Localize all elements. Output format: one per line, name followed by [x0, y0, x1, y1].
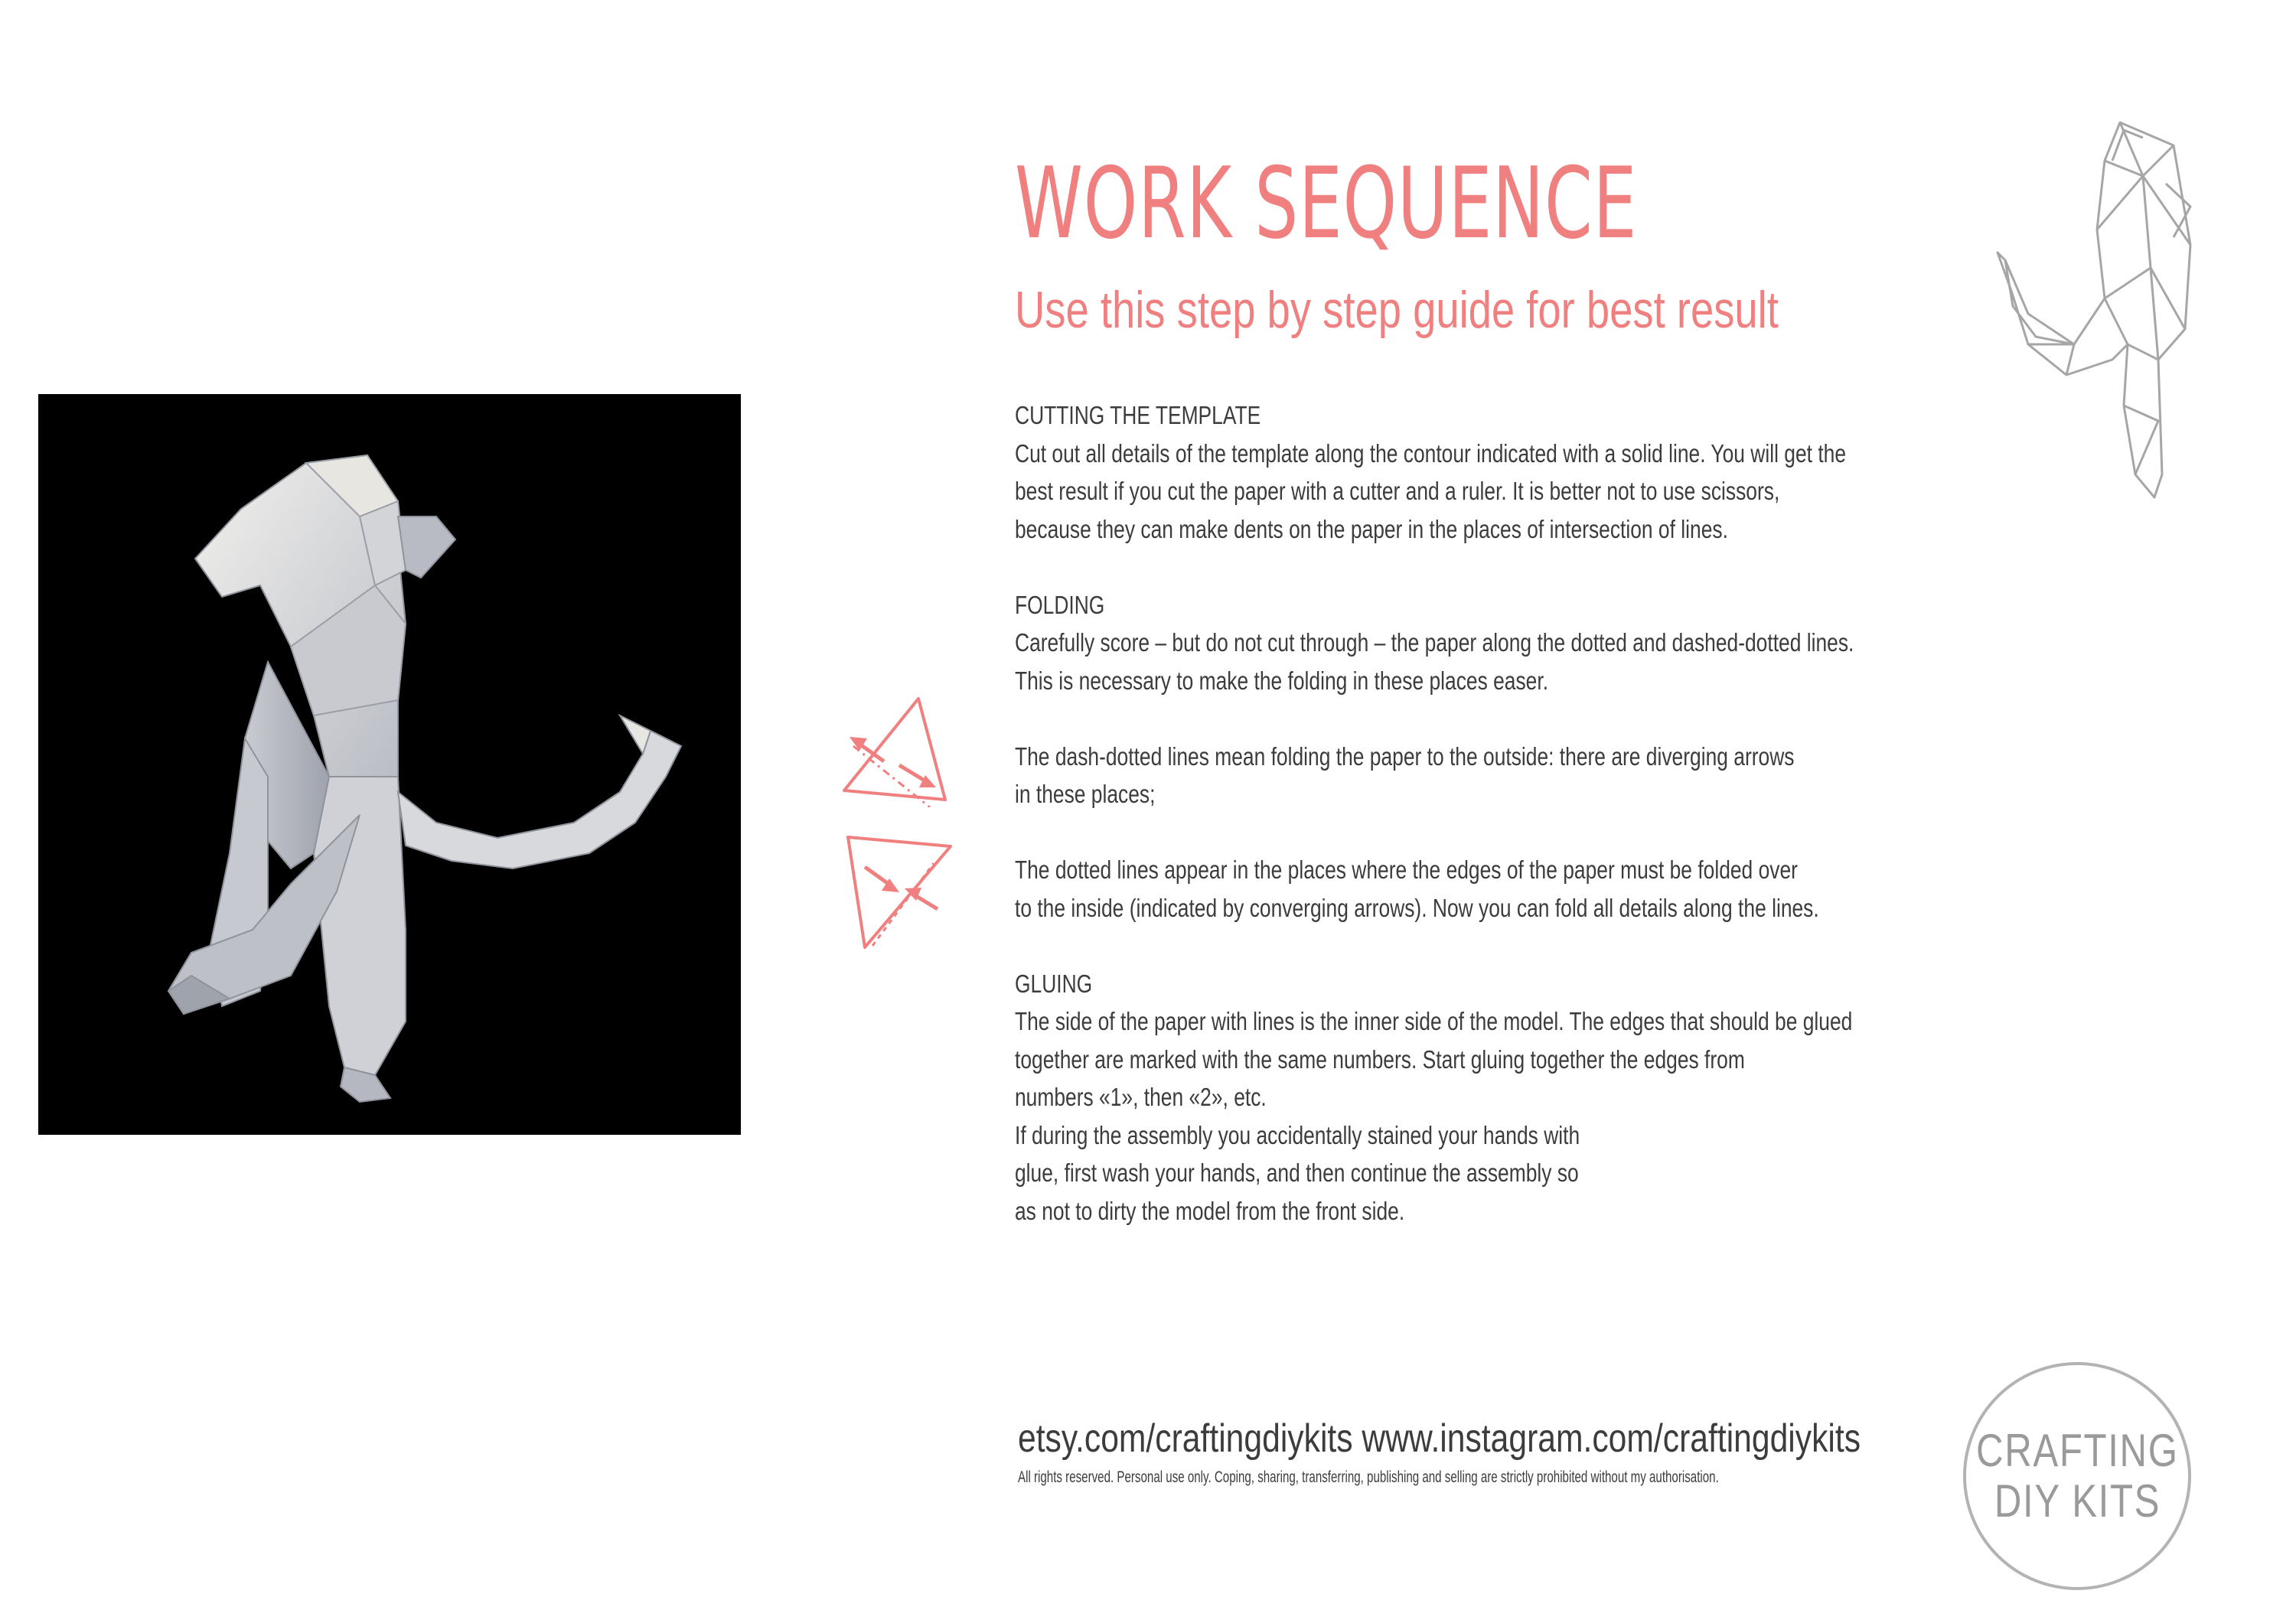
low-poly-elephant-outline-icon — [1990, 115, 2197, 505]
page-title: WORK SEQUENCE — [1015, 147, 1638, 261]
converging-arrows-icon — [842, 833, 957, 955]
diverging-arrows-icon — [838, 693, 953, 807]
paper-elephant-image — [38, 394, 741, 1135]
instructions-text — [1015, 396, 1854, 1230]
cutting-line: Cut out all details of the template along the contour indicated with a solid line. You will get the — [1015, 438, 1847, 468]
instructions — [1015, 396, 1854, 1230]
gluing-line: as not to dirty the model from the front side. — [1015, 1196, 1405, 1225]
footer-links[interactable]: etsy.com/craftingdiykits www.instagram.com/craftingdiykits — [1018, 1416, 1861, 1461]
logo-line-2: DIY KITS — [1994, 1475, 2161, 1527]
logo-line-1: CRAFTING — [1975, 1425, 2179, 1476]
page-subtitle: Use this step by step guide for best result — [1015, 281, 1779, 339]
folding-line: Carefully score – but do not cut through – the paper along the dotted and dashed-dotted lines. — [1015, 628, 1854, 657]
section-heading-gluing: GLUING — [1015, 969, 1093, 998]
folding-line: This is necessary to make the folding in these places easer. — [1015, 666, 1549, 695]
outside-fold-line: in these places; — [1015, 780, 1156, 808]
gluing-line: The side of the paper with lines is the inner side of the model. The edges that should be glued — [1015, 1007, 1853, 1035]
crafting-diy-kits-logo — [1963, 1362, 2191, 1590]
inside-fold-line: The dotted lines appear in the places where the edges of the paper must be folded over — [1015, 855, 1798, 884]
section-heading-folding: FOLDING — [1015, 590, 1105, 619]
outside-fold-line: The dash-dotted lines mean folding the paper to the outside: there are diverging arrows — [1015, 741, 1795, 771]
inside-fold-line: to the inside (indicated by converging arrows). Now you can fold all details along the lines. — [1015, 893, 1819, 922]
gluing-line: numbers «1», then «2», etc. — [1015, 1083, 1267, 1111]
cutting-line: because they can make dents on the paper in the places of intersection of lines. — [1015, 514, 1728, 543]
gluing-line: glue, first wash your hands, and then continue the assembly so — [1015, 1159, 1579, 1187]
gluing-line: If during the assembly you accidentally stained your hands with — [1015, 1120, 1580, 1149]
gluing-line: together are marked with the same numbers. Start gluing together the edges from — [1015, 1045, 1745, 1074]
cutting-line: best result if you cut the paper with a cutter and a ruler. It is better not to use scissors, — [1015, 477, 1780, 505]
copyright-notice: All rights reserved. Personal use only. Coping, sharing, transferring, publishing and selling are strictly prohibited without my authorisation. — [1018, 1468, 1719, 1486]
elephant-photo — [38, 394, 741, 1135]
section-heading-cutting: CUTTING THE TEMPLATE — [1015, 401, 1261, 429]
